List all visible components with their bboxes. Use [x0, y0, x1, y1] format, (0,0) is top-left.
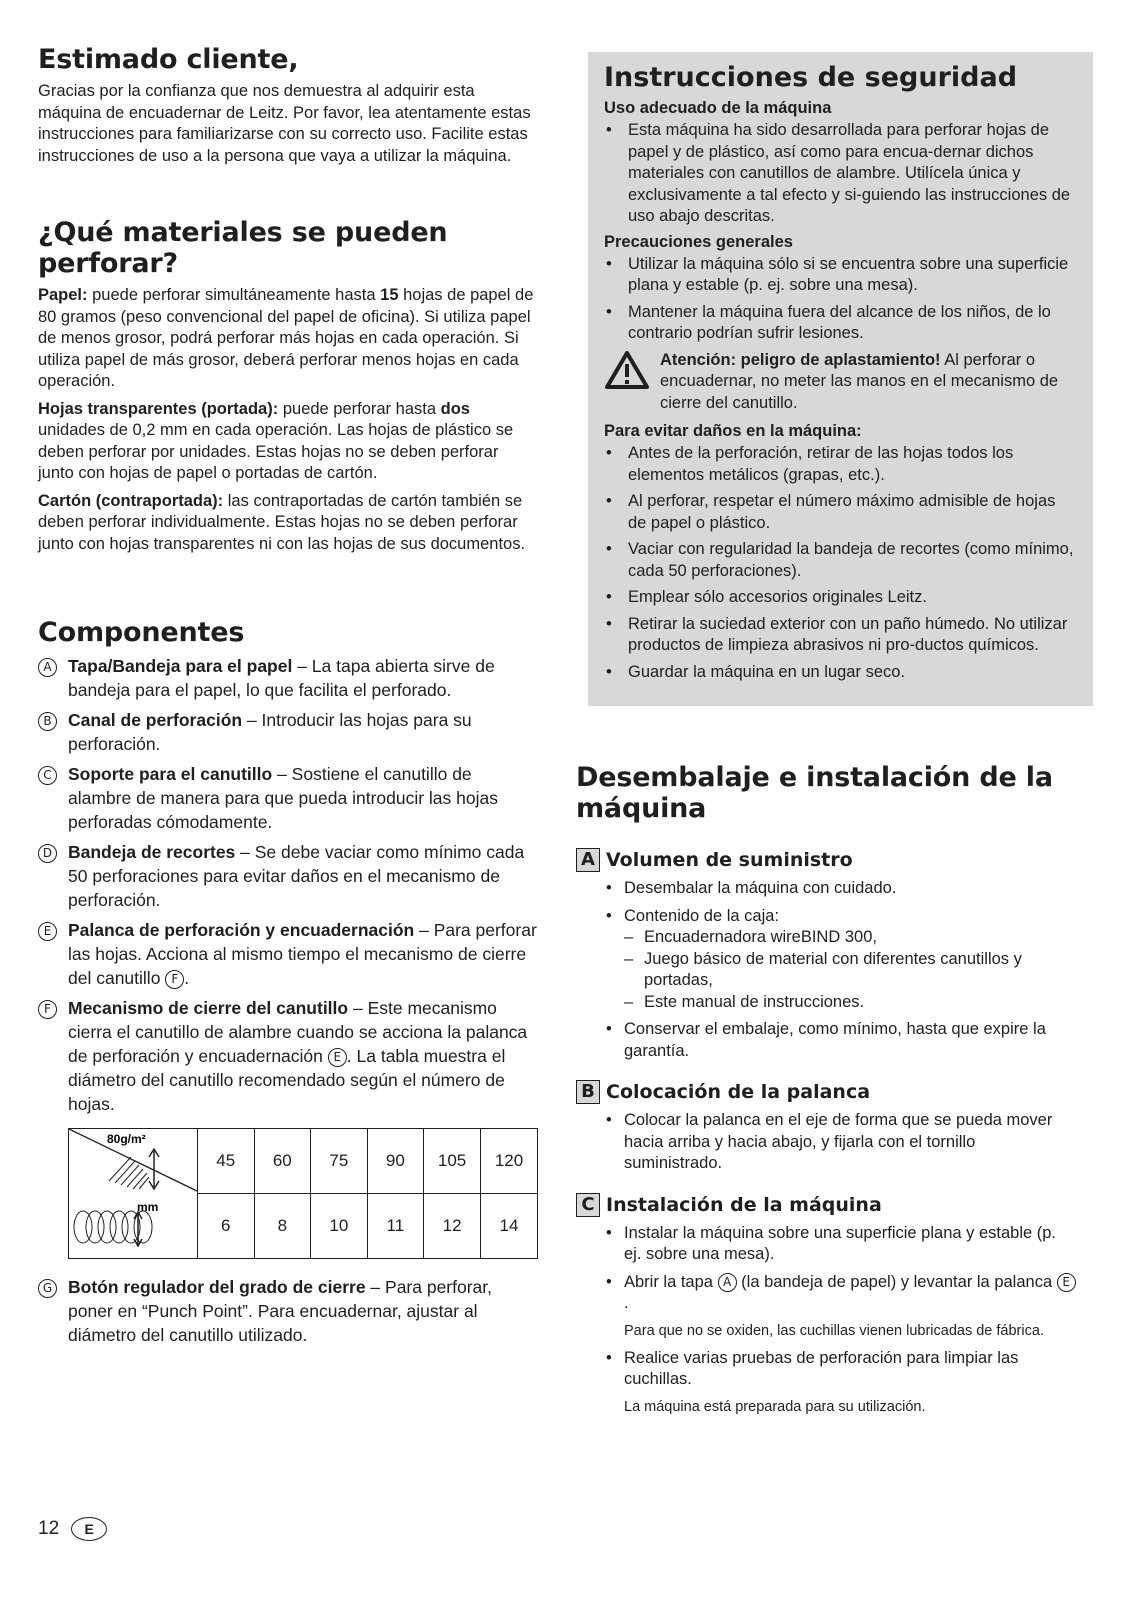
list-item: • Esta máquina ha sido desarrollada para perforar hojas de papel y de plástico, así como para encua-dernar dichos materiales con canutillos de alambre. Utilícela única y exclusivamente a tal efecto y si-guiendo las instrucciones de uso abajo descritas. — [604, 120, 1077, 228]
intro-text: Gracias por la confianza que nos demuestra al adquirir esta máquina de encuadernar de Leitz. Por favor, lea atentamente estas instrucciones para familiarizarse con su correcto uso. Facilite estas instrucciones de uso a la persona que vaya a utilizar la máquina. — [38, 82, 531, 165]
list-item: • Mantener la máquina fuera del alcance de los niños, de lo contrario podrían sufrir lesiones. — [604, 302, 1077, 345]
component-item: B Canal de perforación – Introducir las hojas para su perforación. — [38, 708, 538, 756]
damage-subtitle: Para evitar daños en la máquina: — [604, 422, 862, 440]
section-a-heading: A Volumen de suministro — [576, 848, 1076, 872]
sheets-cell: 105 — [424, 1129, 481, 1194]
component-letter: F — [38, 1000, 57, 1019]
sheets-cell: 60 — [254, 1129, 311, 1194]
component-item: E Palanca de perforación y encuadernación – Para perforar las hojas. Acciona al mismo tiempo el mecanismo de cierre del canutillo F . — [38, 918, 538, 990]
mm-cell: 6 — [198, 1194, 255, 1259]
component-item: G Botón regulador del grado de cierre – Para perforar, poner en “Punch Point”. Para encuadernar, ajustar al diámetro del canutillo utilizado. — [38, 1275, 538, 1347]
general-list — [604, 254, 1077, 345]
component-letter: A — [38, 658, 57, 677]
damage-list — [604, 443, 1077, 683]
list-item: • Utilizar la máquina sólo si se encuentra sobre una superficie plana y estable (p. ej. sobre una mesa). — [604, 254, 1077, 297]
page-footer — [38, 1517, 107, 1541]
component-item: A Tapa/Bandeja para el papel – La tapa abierta sirve de bandeja para el papel, lo que facilita el perforado. — [38, 654, 538, 702]
left-column — [38, 44, 538, 1353]
paper-stack-icon — [69, 1129, 197, 1253]
crush-warning: Atención: peligro de aplastamiento! Al perforar o encuadernar, no meter las manos en el mecanismo de cierre del canutillo. — [604, 350, 1077, 415]
mm-cell: 14 — [481, 1194, 538, 1259]
install-section — [576, 762, 1076, 1424]
mm-cell: 11 — [367, 1194, 424, 1259]
section-a-list: • Desembalar la máquina con cuidado. • Contenido de la caja: – Encuadernadora wireBIND 300, – Juego básico de material con diferentes canutillos y portadas, – Este manual de instrucciones. • Conservar el embalaje, como mínimo, hasta que expire la garantía. — [606, 878, 1076, 1062]
list-item: • Guardar la máquina en un lugar seco. — [604, 662, 1077, 684]
mm-cell: 10 — [311, 1194, 368, 1259]
lubrication-note: Para que no se oxiden, las cuchillas vienen lubricadas de fábrica. — [624, 1322, 1044, 1339]
component-letter: B — [38, 712, 57, 731]
mm-cell: 8 — [254, 1194, 311, 1259]
sheets-cell: 90 — [367, 1129, 424, 1194]
section-c-list: • Instalar la máquina sobre una superficie plana y estable (p. ej. sobre una mesa). • Abrir la tapa A (la bandeja de papel) y levantar la palanca E. — [606, 1223, 1076, 1315]
right-column — [588, 52, 1093, 706]
component-letter: D — [38, 844, 57, 863]
carton-paragraph: Cartón (contraportada): las contraportadas de cartón también se deben perforar individualmente. Estas hojas no se deben perforar junto con hojas transparentes ni con las hojas de sus documentos. — [38, 491, 526, 553]
list-item: • Vaciar con regularidad la bandeja de recortes (como mínimo, cada 50 perforaciones). — [604, 539, 1077, 582]
list-item: • Antes de la perforación, retirar de las hojas todos los elementos metálicos (grapas, etc.). — [604, 443, 1077, 486]
page-number: 12 — [38, 1518, 60, 1539]
safety-title: Instrucciones de seguridad — [604, 62, 1018, 93]
list-item: • Al perforar, respetar el número máximo admisible de hojas de papel o plástico. — [604, 491, 1077, 534]
materials-title: ¿Qué materiales se pueden perforar? — [38, 217, 448, 280]
section-b-heading: B Colocación de la palanca — [576, 1080, 1076, 1104]
components-list-continued — [38, 1275, 538, 1347]
component-letter: C — [38, 766, 57, 785]
components-title: Componentes — [38, 617, 245, 649]
transparent-paragraph: Hojas transparentes (portada): puede perforar hasta dos unidades de 0,2 mm en cada operación. Las hojas de plástico se deben perforar por unidades. Estas hojas no se deben perforar junto con hojas de papel o portadas de cartón. — [38, 399, 514, 483]
mm-cell: 12 — [424, 1194, 481, 1259]
svg-text:80g/m²: 80g/m² — [107, 1132, 146, 1147]
use-list — [604, 120, 1077, 228]
components-list — [38, 654, 538, 1116]
safety-box — [588, 52, 1093, 706]
component-item: D Bandeja de recortes – Se debe vaciar como mínimo cada 50 perforaciones para evitar daños en el mecanismo de perforación. — [38, 840, 538, 912]
box-contents-list: – Encuadernadora wireBIND 300, – Juego básico de material con diferentes canutillos y portadas, – Este manual de instrucciones. — [624, 927, 1076, 1013]
language-badge: E — [71, 1517, 107, 1541]
sheets-cell: 120 — [481, 1129, 538, 1194]
component-letter: E — [38, 922, 57, 941]
component-item: C Soporte para el canutillo – Sostiene el canutillo de alambre de manera para que pueda introducir las hojas perforadas cómodamente. — [38, 762, 538, 834]
section-c-heading: C Instalación de la máquina — [576, 1193, 1076, 1217]
section-b-list: • Colocar la palanca en el eje de forma que se pueda mover hacia arriba y hacia abajo, y fijarla con el tornillo suministrado. — [606, 1110, 1076, 1175]
general-subtitle: Precauciones generales — [604, 232, 793, 251]
paper-paragraph: Papel: puede perforar simultáneamente hasta 15 hojas de papel de 80 gramos (peso convencional del papel de oficina). Si utiliza papel de menos grosor, podrá perforar más hojas en cada operación. Si utiliza papel de más grosor, deberá perforar menos hojas en cada operación. — [38, 286, 534, 391]
svg-text:mm: mm — [137, 1200, 159, 1215]
intro-title: Estimado cliente, — [38, 44, 299, 75]
ready-note: La máquina está preparada para su utilización. — [624, 1398, 926, 1415]
use-subtitle: Uso adecuado de la máquina — [604, 99, 832, 117]
component-item: F Mecanismo de cierre del canutillo – Este mecanismo cierra el canutillo de alambre cuando se acciona la palanca de perforación y encuadernación E . La tabla muestra el diámetro del canutillo recomendado según el número de hojas. — [38, 996, 538, 1116]
component-letter: G — [38, 1279, 57, 1298]
wire-size-table — [68, 1128, 538, 1259]
sheets-cell: 45 — [198, 1129, 255, 1194]
list-item: • Retirar la suciedad exterior con un paño húmedo. No utilizar productos de limpieza abrasivos ni pro-ductos químicos. — [604, 614, 1077, 657]
warning-triangle-icon — [604, 350, 650, 390]
section-c-list-2: • Realice varias pruebas de perforación para limpiar las cuchillas. — [606, 1348, 1076, 1391]
table-diagram — [69, 1129, 198, 1259]
sheets-cell: 75 — [311, 1129, 368, 1194]
install-title: Desembalaje e instalación de la máquina — [576, 762, 1053, 825]
list-item: • Emplear sólo accesorios originales Leitz. — [604, 587, 1077, 609]
